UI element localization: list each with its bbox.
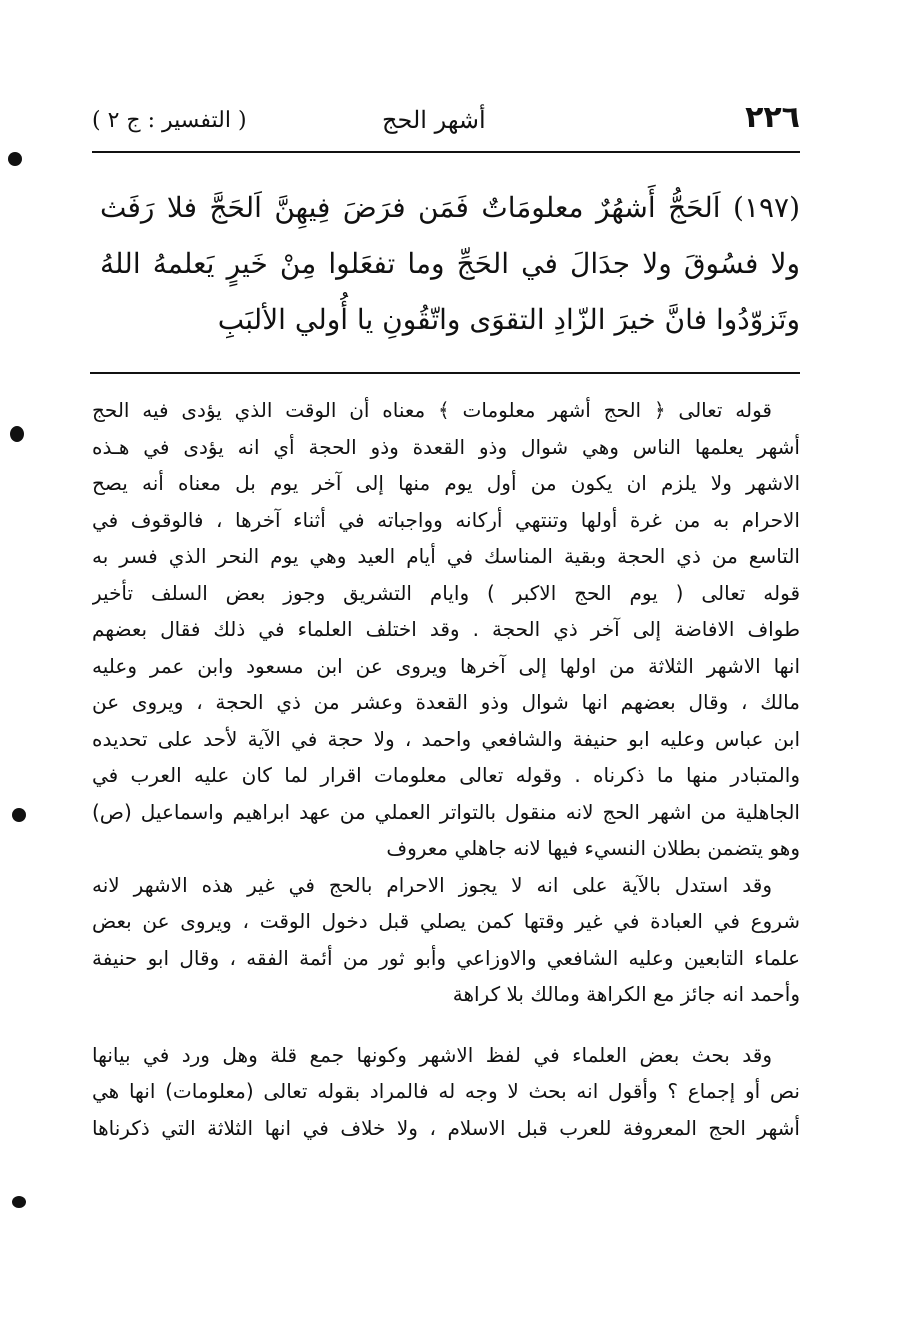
text-line: قوله تعالى ﴿ الحج أشهر معلومات ﴾ معناه أن الوقت الذي يؤدى فيه الحج bbox=[92, 398, 772, 422]
text-line: أشهر يعلمها الناس وهي شوال وذو القعدة وذو الحجة أي انه يؤدى في هـذه bbox=[92, 434, 800, 459]
book-reference: ( التفسير : ج ٢ ) bbox=[92, 108, 247, 133]
paragraph bbox=[92, 867, 800, 1013]
scan-speck bbox=[12, 1196, 26, 1208]
text-line: الجاهلية من اشهر الحج لانه منقول بالتواتر العملي من عهد ابراهيم واسماعيل (ص) bbox=[92, 799, 800, 824]
scan-speck bbox=[12, 808, 26, 822]
page-header bbox=[92, 100, 800, 150]
text-line: الاحرام به من غرة أولها وتنتهي أركانه وواجباته في أثناء آخرها ، فالوقوف في bbox=[92, 507, 800, 532]
text-line: وأحمد انه جائز مع الكراهة ومالك بلا كراهة bbox=[452, 982, 800, 1006]
text-line: مالك ، وقال بعضهم انها شوال وذو القعدة وعشر من ذي الحجة ، ويروى عن bbox=[92, 690, 800, 714]
text-line: وقد استدل بالآية على انه لا يجوز الاحرام بالحج في غير هذه الاشهر لانه bbox=[92, 872, 772, 897]
text-line: علماء التابعين وعليه الشافعي والاوزاعي وأبو ثور من أئمة الفقه ، وقال ابو حنيفة bbox=[92, 945, 800, 970]
text-line: نص أو إجماع ؟ وأقول انه بحث لا وجه له فالمراد بقوله تعالى (معلومات) انها هي bbox=[92, 1079, 800, 1103]
commentary-text bbox=[92, 392, 800, 1146]
text-line: التاسع من ذي الحجة وبقية المناسك في أيام العيد وهي يوم النحر الذي فسر به bbox=[92, 544, 800, 568]
verse-line: وتَزوّدُوا فانَّ خيرَ الزّادِ التقوَى واتّقُونِ يا أُولي الألبَبِ bbox=[217, 303, 800, 336]
text-line: طواف الافاضة إلى آخر ذي الحجة . وقد اختلف العلماء في ذلك فقال بعضهم bbox=[92, 617, 800, 641]
paragraph bbox=[92, 392, 800, 867]
scan-speck bbox=[8, 152, 22, 166]
text-line: شروع في العبادة في غير وقتها كمن يصلي قبل دخول الوقت ، ويروى عن بعض bbox=[92, 909, 800, 933]
text-line: انها الاشهر الثلاثة من اولها إلى آخرها ويروى عن ابن مسعود وابن عمر وعليه bbox=[92, 653, 800, 678]
text-line: أشهر الحج المعروفة للعرب قبل الاسلام ، ولا خلاف في انها الثلاثة التي ذكرناها bbox=[92, 1115, 800, 1140]
verse-line: ولا فسُوقَ ولا جدَالَ في الحَجِّ وما تفعَلوا مِنْ خَيرٍ يَعلمهُ اللهُ bbox=[100, 247, 800, 280]
running-title: أشهر الحج bbox=[382, 106, 486, 134]
quran-verse-block bbox=[100, 180, 800, 348]
text-line: وهو يتضمن بطلان النسيء فيها لانه جاهلي معروف bbox=[386, 836, 800, 860]
page-number: ٢٢٦ bbox=[745, 100, 800, 135]
verse-line: (١٩٧) اَلحَجُّ أَشهُرٌ معلومَاتٌ فَمَن فرَضَ فِيهِنَّ اَلحَجَّ فلا رَفَث bbox=[100, 191, 800, 224]
paragraph bbox=[92, 1037, 800, 1147]
scan-speck bbox=[10, 426, 24, 442]
text-line: ابن عباس وعليه ابو حنيفة والشافعي واحمد ، ولا حجة في الآية لأحد على تحديده bbox=[92, 726, 800, 751]
text-line: وقد بحث بعض العلماء في لفظ الاشهر وكونها جمع قلة وهل ورد في بيانها bbox=[92, 1042, 772, 1067]
verse-divider bbox=[90, 372, 800, 374]
text-line: قوله تعالى ( يوم الحج الاكبر ) وايام التشريق وجوز بعض السلف تأخير bbox=[92, 580, 800, 605]
text-line: والمتبادر منها ما ذكرناه . وقوله تعالى معلومات اقرار لما كان عليه العرب في bbox=[92, 763, 800, 787]
text-line: الاشهر ولا يلزم ان يكون من أول يوم منها إلى آخر يوم بل معناه أنه يصح bbox=[92, 471, 800, 495]
header-rule bbox=[92, 151, 800, 153]
